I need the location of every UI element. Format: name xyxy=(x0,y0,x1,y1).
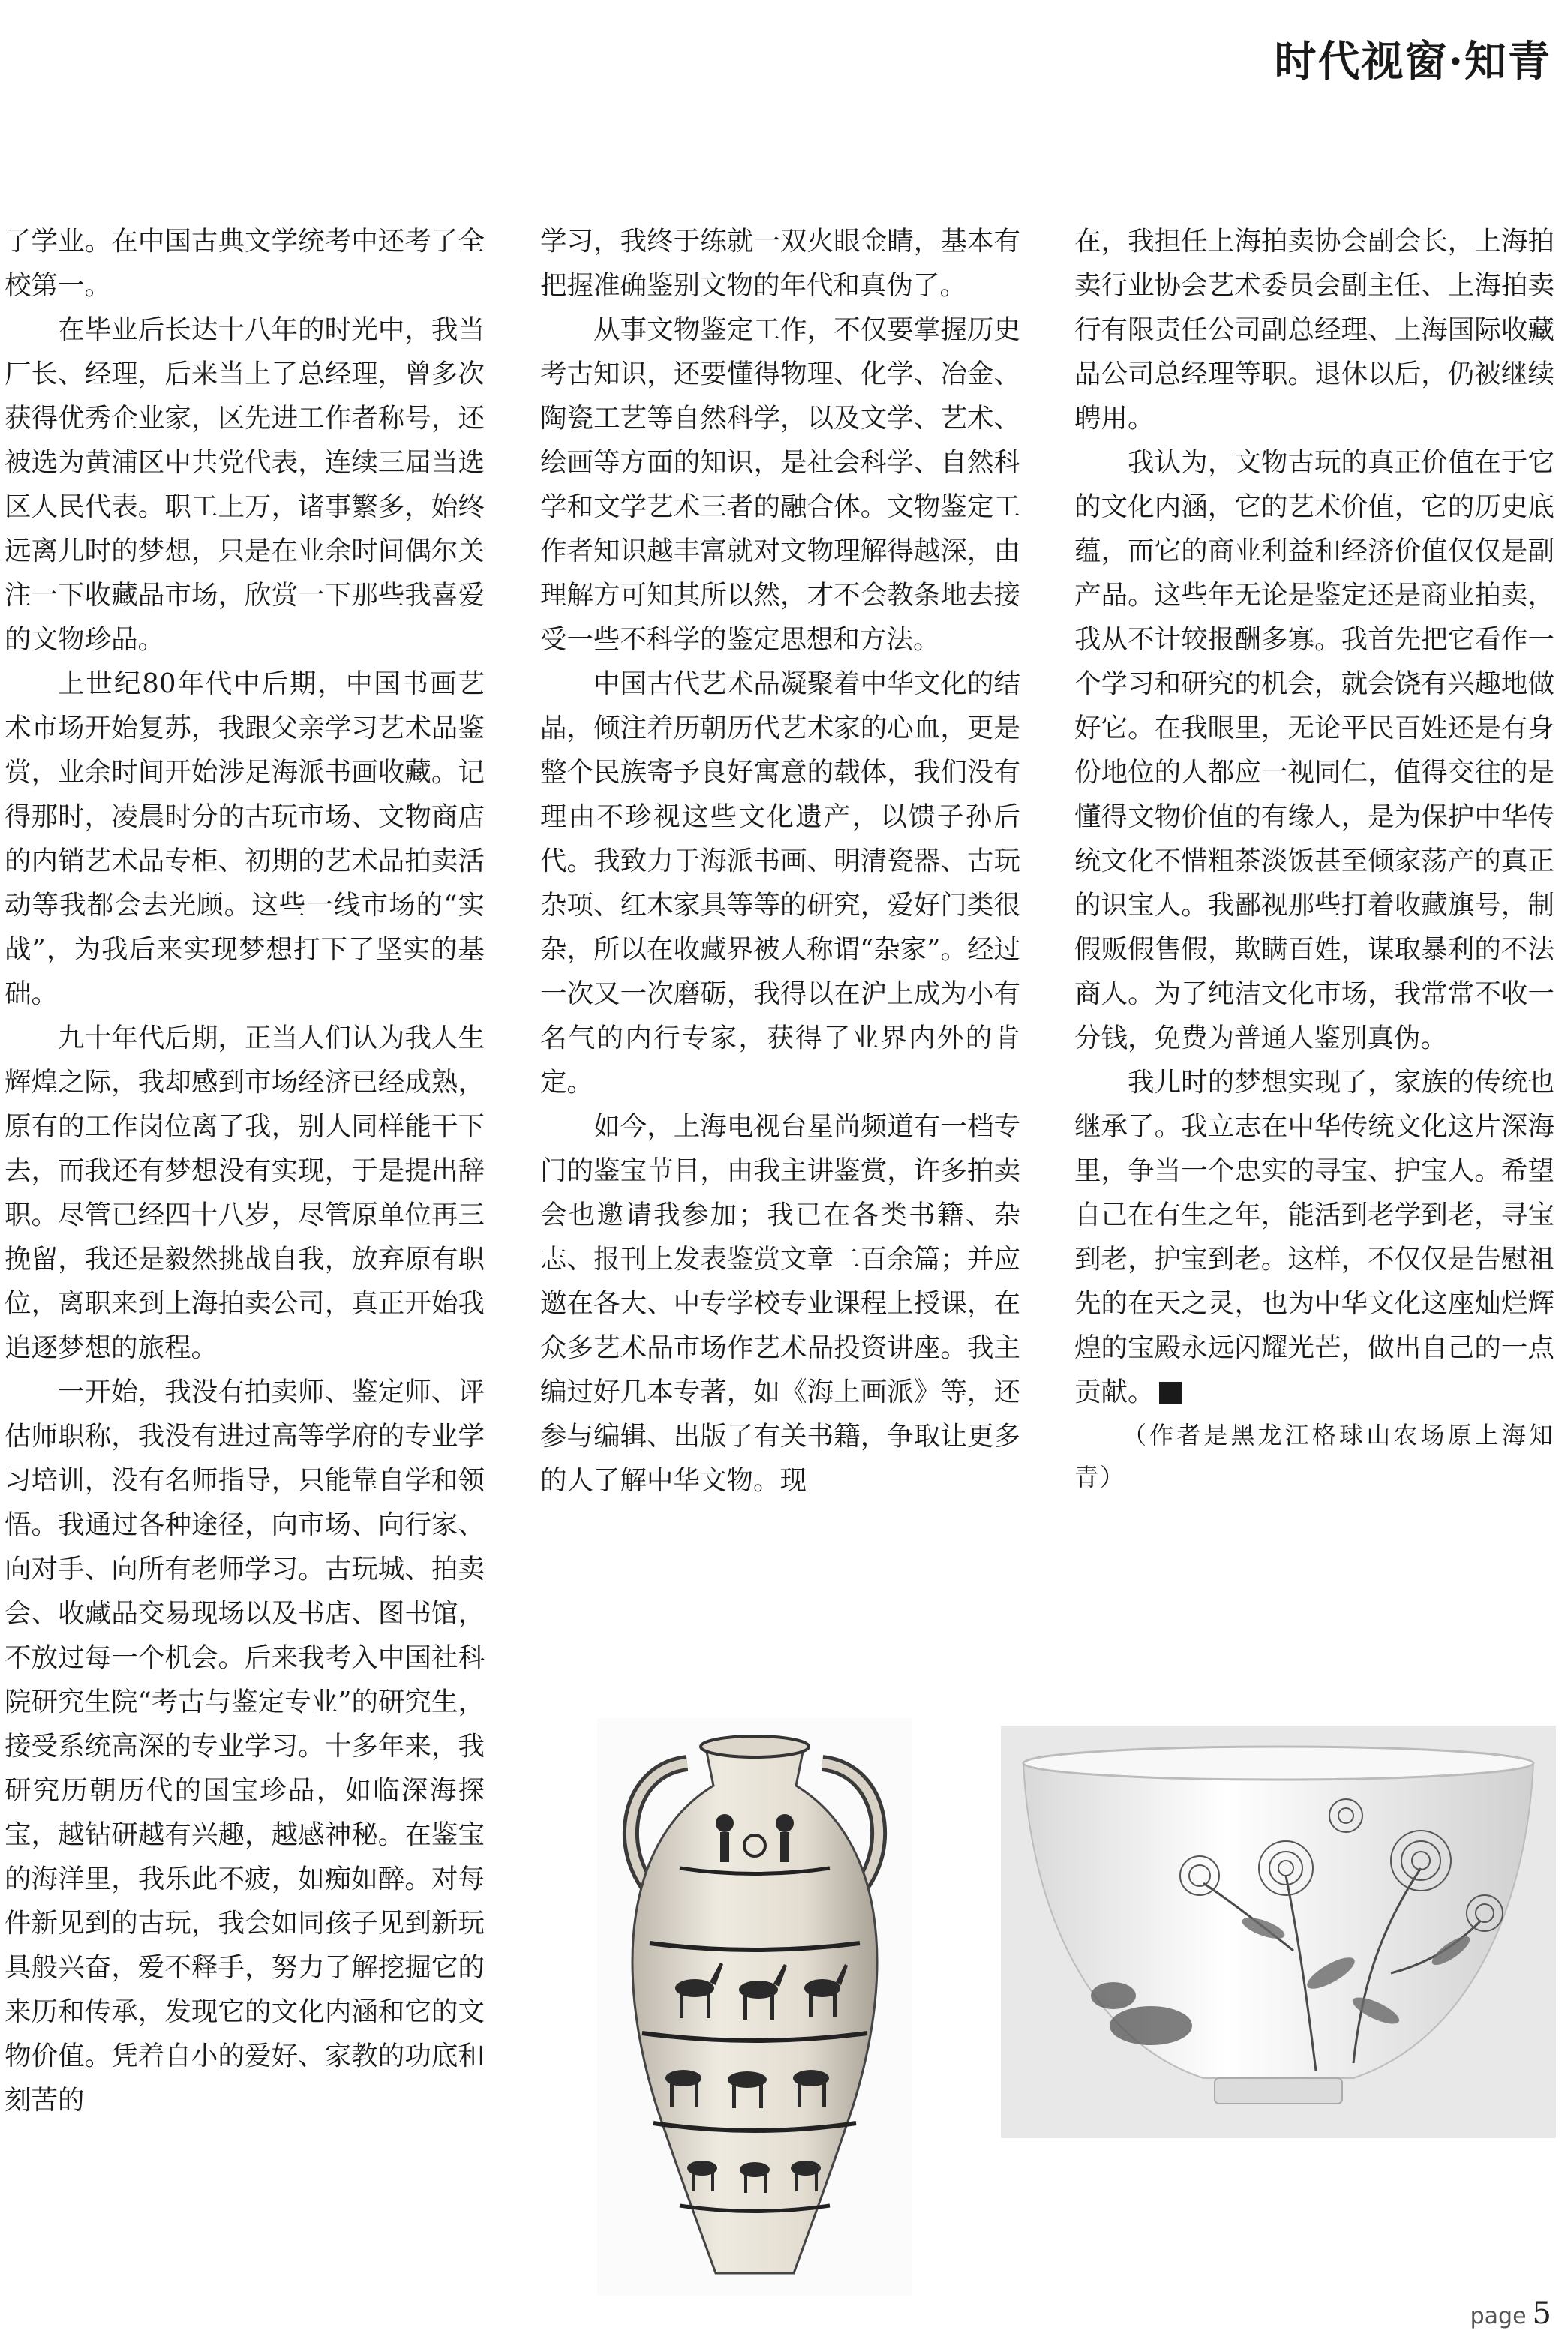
amphora-illustration xyxy=(597,1718,912,2296)
paragraph: 在毕业后长达十八年的时光中，我当厂长、经理，后来当上了总经理，曾多次获得优秀企业家，区先进工作者称号，还被选为黄浦区中共党代表，连续三届当选区人民代表。职工上万，诸事繁多，始终远离儿时的梦想，只是在业余时间偶尔关注一下收藏品市场，欣赏一下那些我喜爱的文物珍品。 xyxy=(5,314,485,655)
section-title: 时代视窗·知青 xyxy=(1274,37,1551,86)
article-column-3 xyxy=(1074,219,1554,1498)
paragraph: 上世纪80年代中后期，中国书画艺术市场开始复苏，我跟父亲学习艺术品鉴赏，业余时间开始涉足海派书画收藏。记得那时，凌晨时分的古玩市场、文物商店的内销艺术品专柜、初期的艺术品拍卖活动等我都会去光顾。这些一线市场的“实战”，为我后来实现梦想打下了坚实的基础。 xyxy=(5,668,485,1009)
paragraph: 学习，我终于练就一双火眼金睛，基本有把握准确鉴别文物的年代和真伪了。 xyxy=(540,226,1020,301)
end-mark-icon: Z xyxy=(1159,1382,1182,1404)
paragraph: 了学业。在中国古典文学统考中还考了全校第一。 xyxy=(5,226,485,301)
paragraph: 如今，上海电视台星尚频道有一档专门的鉴宝节目，由我主讲鉴赏，许多拍卖会也邀请我参加；我已在各类书籍、杂志、报刊上发表鉴赏文章二百余篇；并应邀在各大、中专学校专业课程上授课，在众多艺术品市场作艺术品投资讲座。我主编过好几本专著，如《海上画派》等，还参与编辑、出版了有关书籍，争取让更多的人了解中华文物。现 xyxy=(540,1111,1020,1496)
paragraph: 在，我担任上海拍卖协会副会长，上海拍卖行业协会艺术委员会副主任、上海拍卖行有限责任公司副总经理、上海国际收藏品公司总经理等职。退休以后，仍被继续聘用。 xyxy=(1074,226,1554,434)
paragraph: 我认为，文物古玩的真正价值在于它的文化内涵，它的艺术价值，它的历史底蕴，而它的商业利益和经济价值仅仅是副产品。这些年无论是鉴定还是商业拍卖，我从不计较报酬多寡。我首先把它看作一个学习和研究的机会，就会饶有兴趣地做好它。在我眼里，无论平民百姓还是有身份地位的人都应一视同仁，值得交往的是懂得文物价值的有缘人，是为保护中华传统文化不惜粗茶淡饭甚至倾家荡产的真正的识宝人。我鄙视那些打着收藏旗号，制假贩假售假，欺瞒百姓，谋取暴利的不法商人。为了纯洁文化市场，我常常不收一分钱，免费为普通人鉴别真伪。 xyxy=(1074,447,1554,1053)
porcelain-bowl-photo xyxy=(1001,1726,1556,2138)
paragraph: 中国古代艺术品凝聚着中华文化的结晶，倾注着历朝历代艺术家的心血，更是整个民族寄予良好寓意的载体，我们没有理由不珍视这些文化遗产，以馈子孙后代。我致力于海派书画、明清瓷器、古玩杂项、红木家具等等的研究，爱好门类很杂，所以在收藏界被人称谓“杂家”。经过一次又一次磨砺，我得以在沪上成为小有名气的内行专家，获得了业界内外的肯定。 xyxy=(540,668,1020,1098)
page-number: 5 xyxy=(1532,2296,1551,2331)
paragraph-text: 我儿时的梦想实现了，家族的传统也继承了。我立志在中华传统文化这片深海里，争当一个忠实的寻宝、护宝人。希望自己在有生之年，能活到老学到老，寻宝到老，护宝到老。这样，不仅仅是告慰祖先的在天之灵，也为中华文化这座灿烂辉煌的宝殿永远闪耀光芒，做出自己的一点贡献。 xyxy=(1074,1067,1554,1407)
paragraph: 从事文物鉴定工作，不仅要掌握历史考古知识，还要懂得物理、化学、冶金、陶瓷工艺等自然科学，以及文学、艺术、绘画等方面的知识，是社会科学、自然科学和文学艺术三者的融合体。文物鉴定工作者知识越丰富就对文物理解得越深，由理解方可知其所以然，才不会教条地去接受一些不科学的鉴定思想和方法。 xyxy=(540,314,1020,655)
amphora-photo xyxy=(597,1718,912,2296)
paragraph: 一开始，我没有拍卖师、鉴定师、评估师职称，我没有进过高等学府的专业学习培训，没有名师指导，只能靠自学和领悟。我通过各种途径，向市场、向行家、向对手、向所有老师学习。古玩城、拍卖会、收藏品交易现场以及书店、图书馆，不放过每一个机会。后来我考入中国社科院研究生院“考古与鉴定专业”的研究生，接受系统高深的专业学习。十多年来，我研究历朝历代的国宝珍品，如临深海探宝，越钻研越有兴趣，越感神秘。在鉴宝的海洋里，我乐此不疲，如痴如醉。对每件新见到的古玩，我会如同孩子见到新玩具般兴奋，爱不释手，努力了解挖掘它的来历和传承，发现它的文化内涵和它的文物价值。凭着自小的爱好、家教的功底和刻苦的 xyxy=(5,1377,485,2116)
article-column-2 xyxy=(540,219,1020,1503)
page-word: page xyxy=(1470,2303,1527,2329)
page-footer xyxy=(1470,2296,1551,2331)
paragraph: 九十年代后期，正当人们认为我人生辉煌之际，我却感到市场经济已经成熟，原有的工作岗位离了我，别人同样能干下去，而我还有梦想没有实现，于是提出辞职。尽管已经四十八岁，尽管原单位再三挽留，我还是毅然挑战自我，放弃原有职位，离职来到上海拍卖公司，真正开始我追逐梦想的旅程。 xyxy=(5,1023,485,1363)
author-byline: （作者是黑龙江格球山农场原上海知青） xyxy=(1074,1421,1554,1491)
article-column-1 xyxy=(5,219,485,2122)
porcelain-bowl-illustration xyxy=(1001,1726,1556,2138)
paragraph xyxy=(1074,1060,1554,1414)
